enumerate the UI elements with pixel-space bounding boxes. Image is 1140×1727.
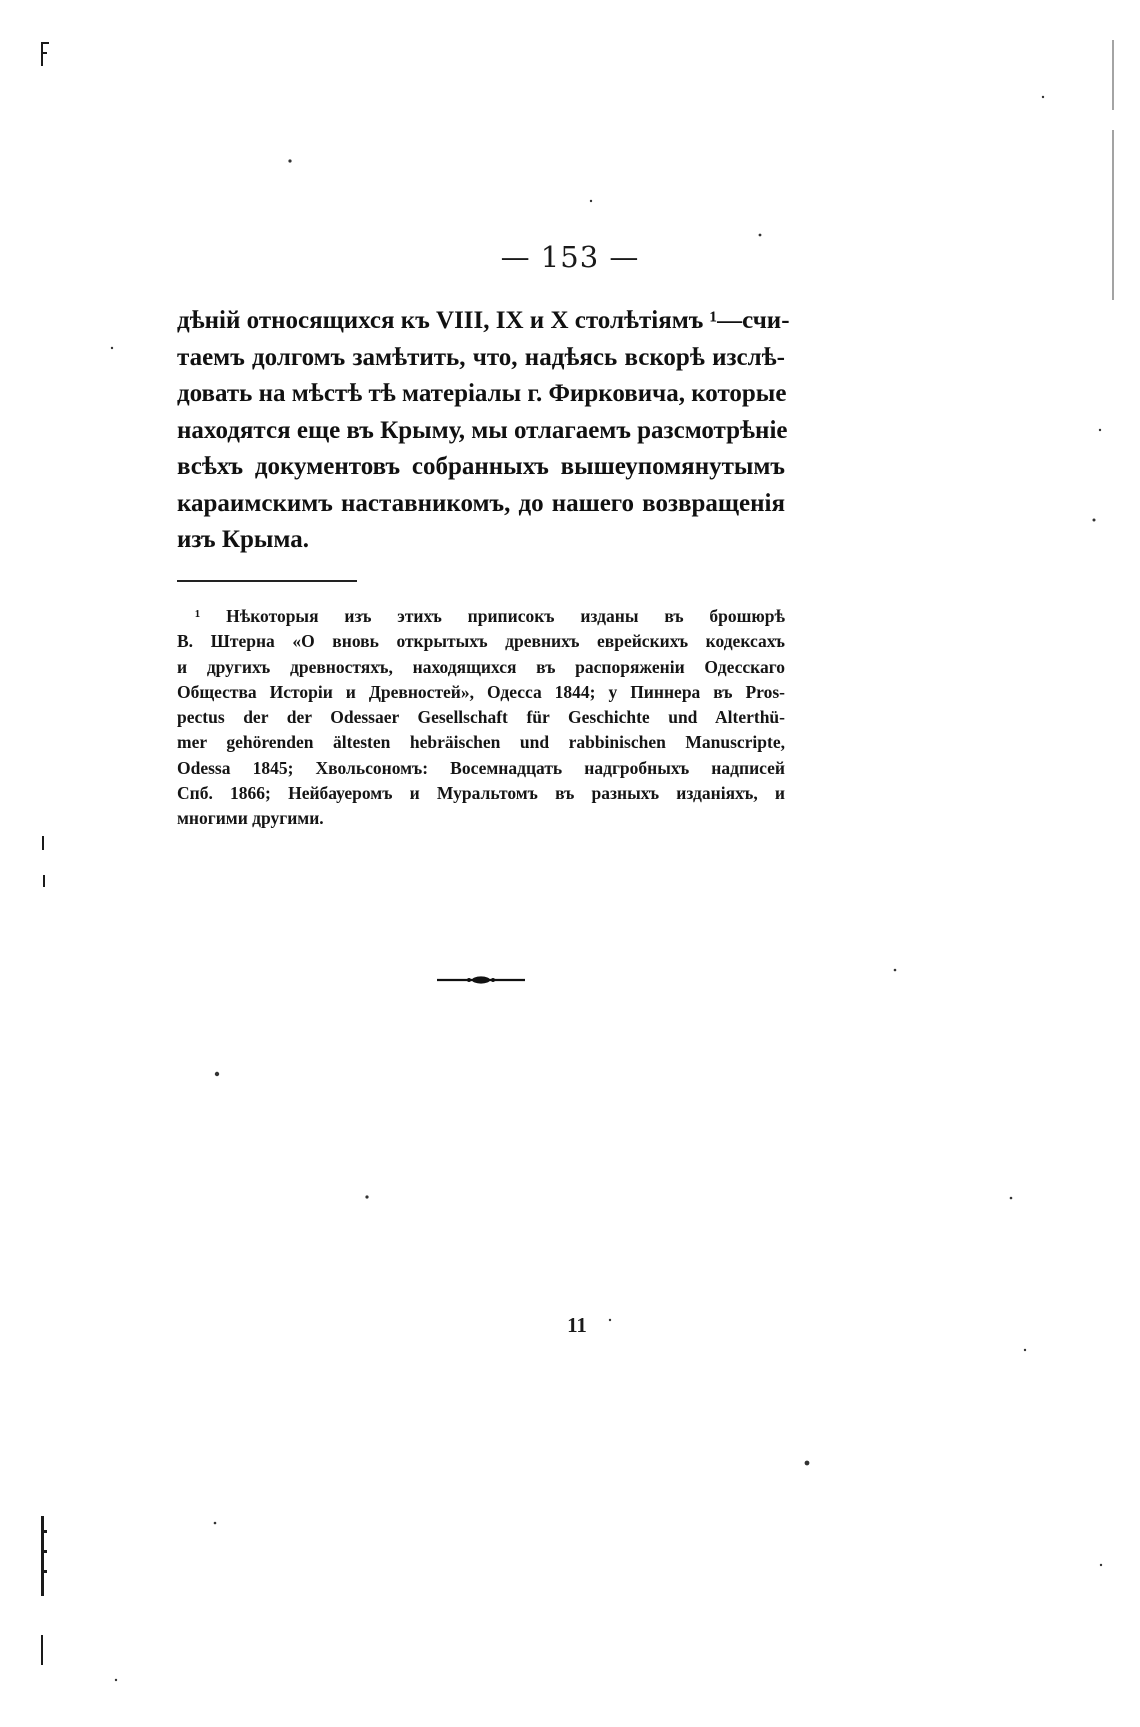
- main-line-5: всѣхъ документовъ собранныхъ вышеупомянутымъ: [177, 453, 785, 480]
- footnote-line-1: ¹ Нѣкоторыя изъ этихъ приписокъ изданы въ брошюрѣ: [195, 606, 785, 626]
- main-line-6: караимскимъ наставникомъ, до нашего возвращенія: [177, 489, 785, 517]
- footnote-line-3: и другихъ древностяхъ, находящихся въ распоряженіи Одесскаго: [177, 656, 785, 677]
- main-paragraph: [177, 303, 790, 559]
- footnote-separator: [177, 580, 357, 582]
- footnote-line-8: Спб. 1866; Нейбауеромъ и Муральтомъ въ разныхъ изданіяхъ, и: [177, 783, 785, 804]
- main-line-1: дѣній относящихся къ VIII, IX и X столѣтіямъ ¹—счи-: [177, 307, 790, 334]
- main-line-7: изъ Крыма.: [177, 526, 310, 553]
- footnote: [177, 604, 785, 832]
- footnote-line-7: Odessa 1845; Хвольсономъ: Восемнадцать надгробныхъ надписей: [177, 757, 785, 778]
- main-line-3: довать на мѣстѣ тѣ матеріалы г. Фирковича, которые: [177, 380, 787, 407]
- footnote-line-2: В. Штерна «О вновь открытыхъ древнихъ еврейскихъ кодексахъ: [177, 631, 785, 652]
- main-line-4: находятся еще въ Крыму, мы отлагаемъ разсмотрѣніе: [177, 416, 788, 444]
- signature-mark: 11: [567, 1313, 587, 1337]
- footnote-line-6: mer gehörenden ältesten hebräischen und rabbinischen Manuscripte,: [177, 732, 785, 753]
- page-number: — 153 —: [500, 240, 640, 274]
- footnote-line-9: многими другими.: [177, 808, 324, 829]
- footnote-line-5: pectus der der Odessaer Gesellschaft für Geschichte und Alterthü-: [177, 707, 785, 728]
- end-ornament: [437, 974, 525, 986]
- footnote-line-4: Общества Исторіи и Древностей», Одесса 1844; у Пиннера въ Pros-: [177, 681, 785, 702]
- main-line-2: таемъ долгомъ замѣтить, что, надѣясь вскорѣ изслѣ-: [177, 343, 785, 371]
